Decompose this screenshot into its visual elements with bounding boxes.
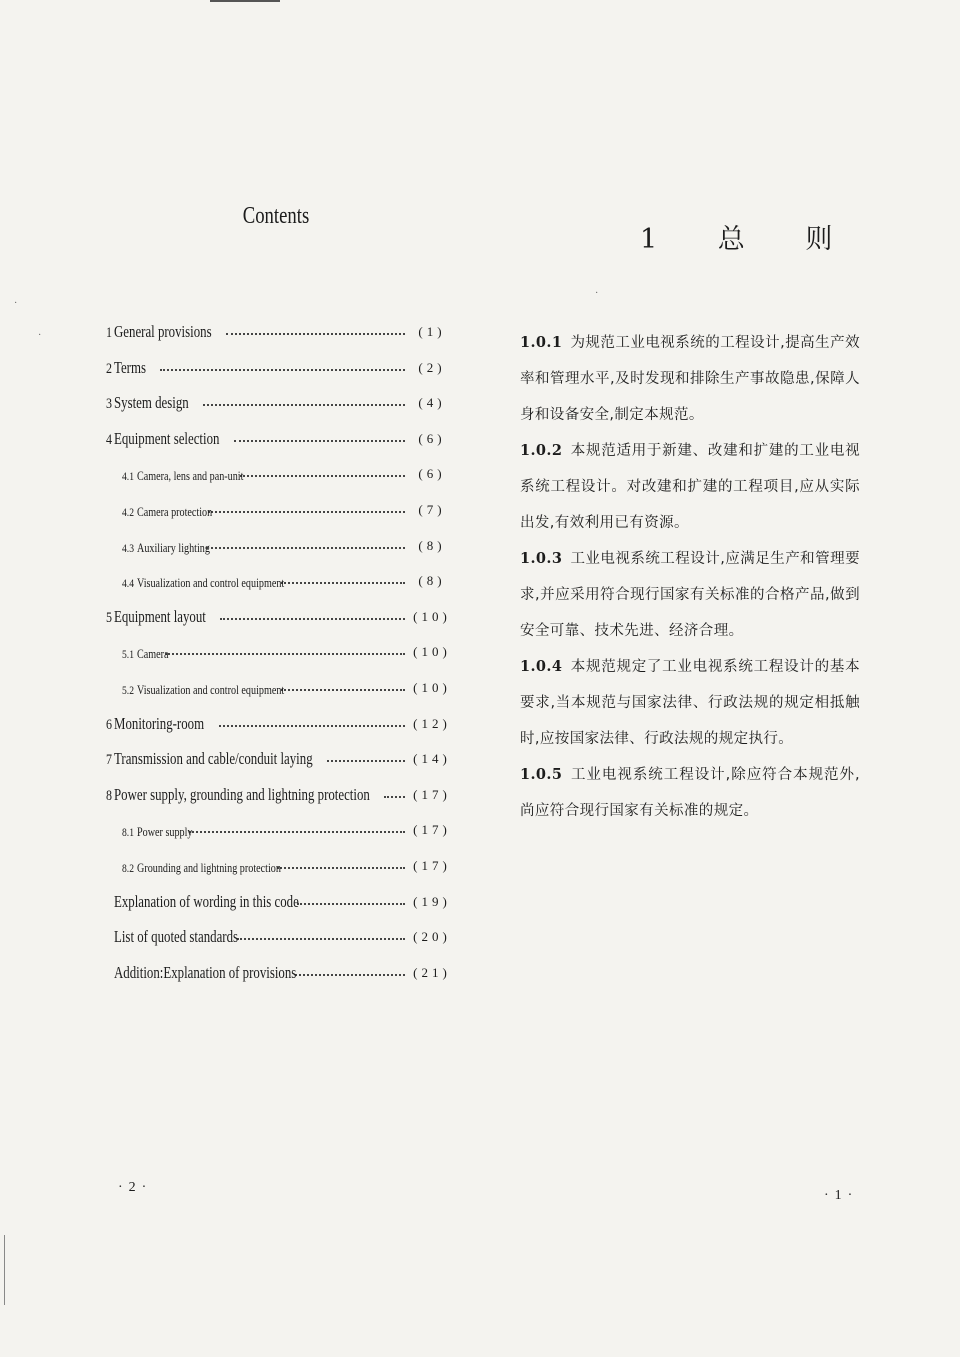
page-number-right: ·1· <box>824 1188 859 1203</box>
toc-leader-dots <box>219 725 405 727</box>
toc-entry-page: (1) <box>418 324 446 339</box>
toc-entry-label: Camera, lens and pan-unit <box>137 468 244 484</box>
clauses <box>520 325 860 829</box>
toc-entry-number: 4.1 <box>122 469 134 484</box>
toc-entry-label: Visualization and control equipment <box>137 575 285 591</box>
toc-leader-dots <box>203 404 405 406</box>
toc-entry-number: 8 <box>106 787 112 804</box>
toc-entry-number: 4.2 <box>122 505 134 519</box>
toc-entry-label: Power supply <box>137 824 193 840</box>
toc-entry <box>106 882 451 912</box>
toc-leader-dots <box>327 760 405 762</box>
clause-text: 本规范适用于新建、改建和扩建的工业电视系统工程设计。对改建和扩建的工程项目,应从实际出发,有效利用已有资源。 <box>520 443 860 531</box>
clause-number: 1.0.5 <box>520 766 563 783</box>
clause-number: 1.0.1 <box>520 334 563 351</box>
toc-entry-number: 2 <box>106 360 112 377</box>
toc-entry-label: Visualization and control equipment <box>137 682 285 697</box>
toc-entry-label: Terms <box>113 357 146 377</box>
toc-entry-page: (21) <box>413 964 451 980</box>
toc-entry-page: (7) <box>418 502 446 517</box>
toc-entry-label: Addition:Explanation of provisions <box>114 962 297 982</box>
clause <box>520 541 860 649</box>
toc-entry-number: 8.2 <box>122 861 134 875</box>
toc-entry-page: (8) <box>418 573 446 589</box>
toc-entry-page: (20) <box>413 929 451 945</box>
clause <box>520 325 860 433</box>
toc-entry-page: (19) <box>413 893 451 909</box>
toc-leader-dots <box>281 689 405 691</box>
contents-title: Contents <box>242 203 310 229</box>
toc-leader-dots <box>208 511 405 513</box>
toc-leader-dots <box>165 653 405 655</box>
scan-speck: · <box>595 288 599 299</box>
toc-entry-label: Monitoring-room <box>113 713 204 733</box>
toc-entry-label: Camera <box>137 646 169 662</box>
toc-entry-label: Auxiliary lighting <box>137 539 210 555</box>
clause-text: 工业电视系统工程设计,应满足生产和管理要求,并应采用符合现行国家有关标准的合格产品,做到安全可靠、技术先进、经济合理。 <box>520 551 860 639</box>
toc-entry-number: 3 <box>106 396 112 413</box>
toc-entry-number: 7 <box>106 752 112 769</box>
toc-leader-dots <box>234 440 405 442</box>
toc-entry <box>106 561 451 591</box>
clause-number: 1.0.2 <box>520 442 563 459</box>
toc-entry-page: (10) <box>413 680 451 695</box>
toc-leader-dots <box>160 369 405 371</box>
toc-entry-number: 5.1 <box>122 647 134 662</box>
toc-entry-label: General provisions <box>113 322 212 341</box>
clause <box>520 649 860 757</box>
toc-entry <box>106 312 451 342</box>
clause <box>520 433 860 541</box>
toc-entry-page: (17) <box>413 786 451 802</box>
toc-leader-dots <box>220 618 405 620</box>
toc-entry-label: Explanation of wording in this code <box>114 891 299 911</box>
toc-entry <box>106 668 451 698</box>
toc-entry <box>106 917 451 947</box>
toc-entry-page: (17) <box>413 822 451 838</box>
toc-entry-page: (14) <box>413 751 451 767</box>
binding-edge-line <box>4 1235 5 1305</box>
toc-entry-page: (10) <box>413 608 451 624</box>
toc-entry <box>106 526 451 556</box>
toc-entry-number: 1 <box>106 325 112 341</box>
right-page <box>480 0 960 1357</box>
toc-entry-number: 8.1 <box>122 825 134 840</box>
toc-leader-dots <box>226 333 405 335</box>
top-rule <box>210 0 280 2</box>
chapter-title: 1 总 则 <box>640 224 859 255</box>
toc-entry <box>106 810 451 840</box>
toc-entry-label: Power supply, grounding and lightning protection <box>113 784 370 804</box>
toc-entry-label: System design <box>113 393 189 413</box>
toc-leader-dots <box>297 903 405 905</box>
toc-entry <box>106 419 451 449</box>
scan-speck: · <box>38 330 42 341</box>
clause-text: 为规范工业电视系统的工程设计,提高生产效率和管理水平,及时发现和排除生产事故隐患,保障人身和设备安全,制定本规范。 <box>520 335 860 423</box>
toc-entry <box>106 775 451 805</box>
clause-number: 1.0.4 <box>520 658 563 675</box>
toc-entry <box>106 704 451 734</box>
clause-number: 1.0.3 <box>520 550 563 567</box>
toc-entry-page: (6) <box>418 430 446 446</box>
toc-leader-dots <box>240 475 405 477</box>
toc-entry-label: Camera protection <box>137 504 213 519</box>
toc-leader-dots <box>281 582 405 584</box>
toc-entry-number: 5.2 <box>122 683 134 697</box>
toc-entry <box>106 383 451 413</box>
toc-entry-page: (17) <box>413 858 451 873</box>
clause <box>520 757 860 829</box>
toc-entry-number: 4 <box>106 431 112 448</box>
toc-entry-page: (4) <box>418 395 446 411</box>
toc-leader-dots <box>295 974 405 976</box>
toc-entry-number: 6 <box>106 716 112 733</box>
toc-entry <box>106 846 451 876</box>
page-number-left: ·2· <box>118 1180 153 1195</box>
toc-leader-dots <box>277 867 405 869</box>
toc-entry-label: Grounding and lightning protection <box>137 860 281 875</box>
toc-entry-page: (8) <box>418 537 446 553</box>
toc-entry <box>106 632 451 662</box>
toc-entry-page: (12) <box>413 715 451 731</box>
toc-leader-dots <box>384 796 405 798</box>
toc-entry-page: (2) <box>418 359 446 375</box>
toc-entry-page: (10) <box>413 644 451 660</box>
toc-entry-page: (6) <box>418 466 446 482</box>
toc-entry <box>106 454 451 484</box>
toc-entry-label: Equipment selection <box>113 428 219 448</box>
toc-leader-dots <box>206 547 405 549</box>
toc-entry-label: Transmission and cable/conduit laying <box>113 749 313 769</box>
toc-entry <box>106 348 451 378</box>
toc-entry <box>106 490 451 520</box>
toc-entry-label: Equipment layout <box>113 606 206 626</box>
clause-text: 本规范规定了工业电视系统工程设计的基本要求,当本规范与国家法律、行政法规的规定相抵触时,应按国家法律、行政法规的规定执行。 <box>520 659 860 747</box>
toc-leader-dots <box>189 831 405 833</box>
toc-leader-dots <box>237 938 405 940</box>
toc-entry-number: 5 <box>106 609 112 626</box>
toc-entry-number: 4.4 <box>122 576 134 591</box>
toc-entry <box>106 739 451 769</box>
scan-speck: · <box>14 298 18 309</box>
clause-text: 工业电视系统工程设计,除应符合本规范外,尚应符合现行国家有关标准的规定。 <box>520 767 860 819</box>
toc-entry <box>106 953 451 983</box>
toc-entry-label: List of quoted standards <box>114 927 239 947</box>
toc-entry-number: 4.3 <box>122 540 134 555</box>
toc-entry <box>106 597 451 627</box>
